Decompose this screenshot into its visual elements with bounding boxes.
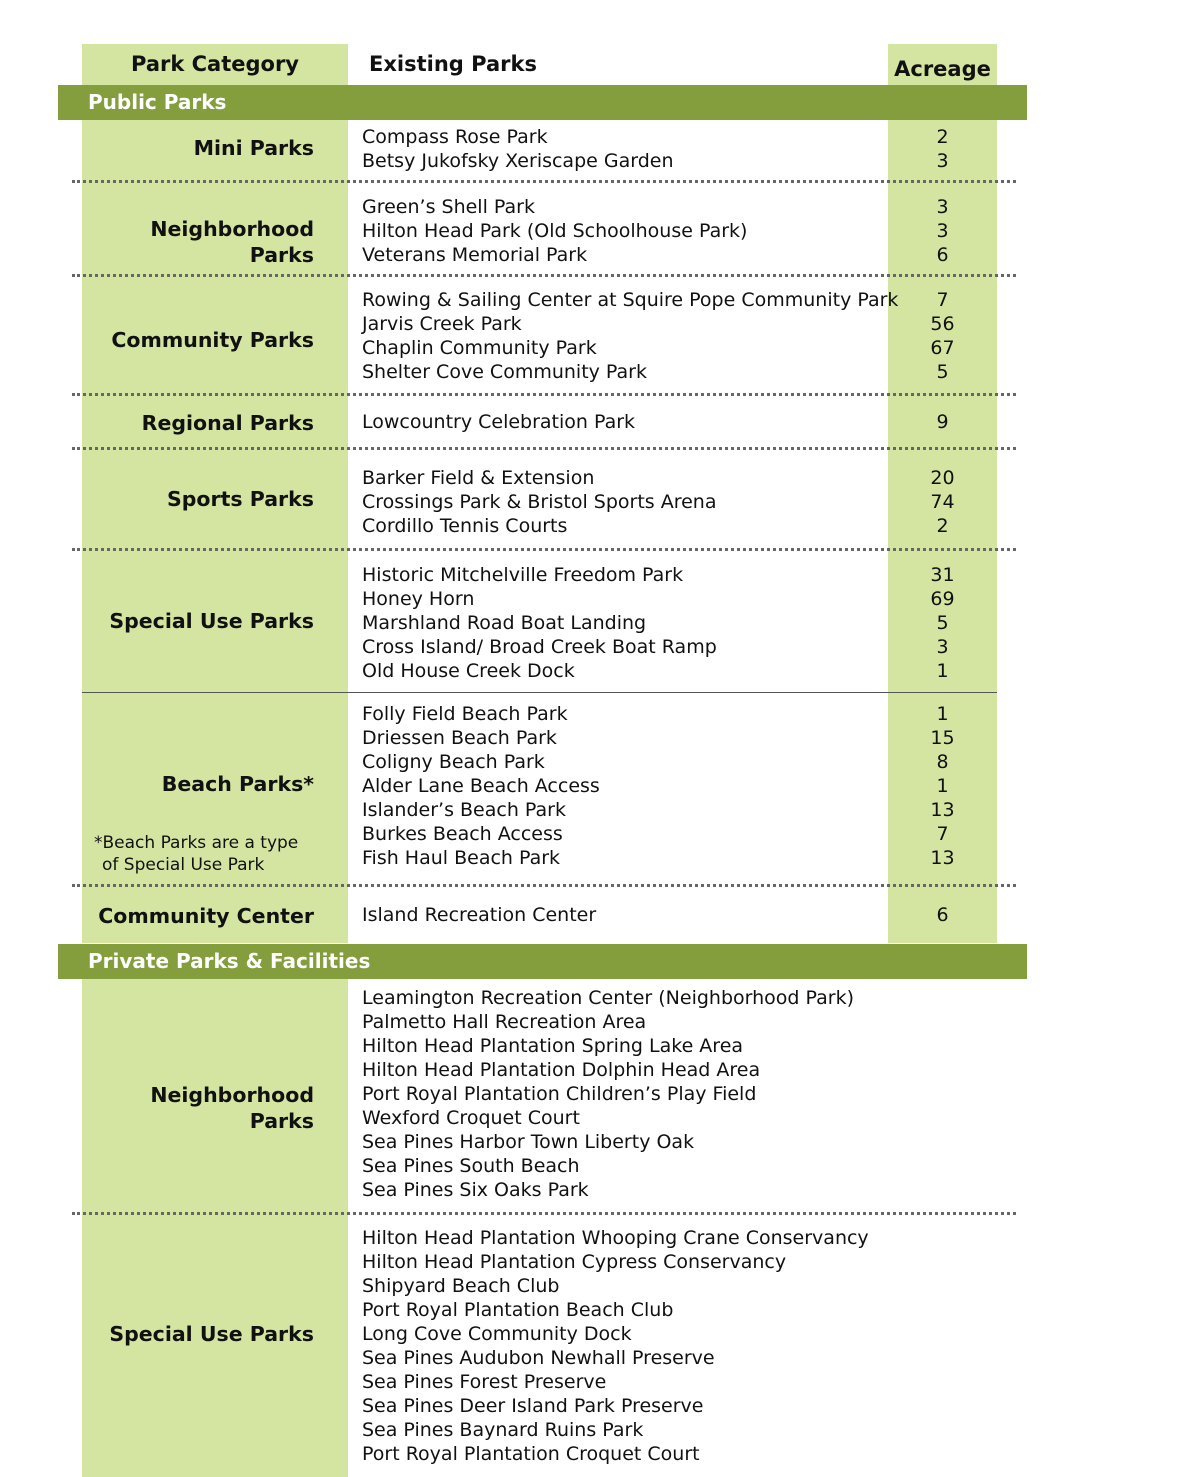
park-name: Sea Pines Forest Preserve	[362, 1371, 607, 1393]
park-name: Lowcountry Celebration Park	[362, 411, 636, 433]
park-name: Historic Mitchelville Freedom Park	[362, 564, 684, 586]
park-name: Sea Pines Deer Island Park Preserve	[362, 1395, 704, 1417]
section-private-parks: Private Parks & Facilities	[58, 944, 1027, 979]
park-list-beach	[362, 702, 600, 870]
park-name: Sea Pines South Beach	[362, 1155, 580, 1177]
park-name: Betsy Jukofsky Xeriscape Garden	[362, 150, 674, 172]
acreage-list-sports	[888, 466, 997, 538]
acreage-value: 3	[936, 196, 949, 218]
header-acreage: Acreage	[894, 57, 991, 81]
park-name: Coligny Beach Park	[362, 751, 545, 773]
category-column-bg-private	[82, 979, 348, 1477]
park-list-neighborhood	[362, 195, 747, 267]
acreage-value: 74	[930, 491, 955, 513]
park-list-private-neighborhood	[362, 986, 854, 1202]
category-community-parks: Community Parks	[111, 328, 314, 352]
park-name: Barker Field & Extension	[362, 467, 595, 489]
category-mini-parks: Mini Parks	[193, 136, 314, 160]
acreage-value: 31	[930, 564, 955, 586]
park-name: Jarvis Creek Park	[362, 313, 522, 335]
acreage-value: 13	[930, 847, 955, 869]
acreage-list-neighborhood	[888, 195, 997, 267]
acreage-list-special-use	[888, 563, 997, 683]
acreage-value: 69	[930, 588, 955, 610]
park-name: Old House Creek Dock	[362, 660, 575, 682]
header-park-category: Park Category	[131, 52, 299, 76]
park-list-private-special-use	[362, 1226, 869, 1466]
park-name: Driessen Beach Park	[362, 727, 557, 749]
park-name: Folly Field Beach Park	[362, 703, 568, 725]
row-divider-solid	[82, 692, 997, 693]
acreage-list-regional	[888, 410, 997, 434]
park-name: Leamington Recreation Center (Neighborhood Park)	[362, 987, 854, 1009]
park-name: Sea Pines Audubon Newhall Preserve	[362, 1347, 715, 1369]
park-name: Crossings Park & Bristol Sports Arena	[362, 491, 717, 513]
row-divider	[72, 548, 1016, 551]
park-name: Marshland Road Boat Landing	[362, 612, 647, 634]
park-name: Shipyard Beach Club	[362, 1275, 560, 1297]
category-special-use-parks: Special Use Parks	[109, 609, 314, 633]
park-name: Sea Pines Six Oaks Park	[362, 1179, 589, 1201]
acreage-value: 9	[936, 411, 949, 433]
park-name: Veterans Memorial Park	[362, 244, 588, 266]
acreage-list-community-center	[888, 903, 997, 927]
category-private-special-use-parks: Special Use Parks	[109, 1322, 314, 1346]
acreage-value: 1	[936, 775, 949, 797]
park-name: Cross Island/ Broad Creek Boat Ramp	[362, 636, 717, 658]
acreage-list-community	[888, 288, 997, 384]
row-divider	[72, 274, 1016, 277]
park-name: Wexford Croquet Court	[362, 1107, 580, 1129]
park-name: Long Cove Community Dock	[362, 1323, 632, 1345]
park-name: Palmetto Hall Recreation Area	[362, 1011, 647, 1033]
park-list-mini	[362, 125, 674, 173]
park-name: Green’s Shell Park	[362, 196, 535, 218]
row-divider	[72, 1212, 1016, 1215]
park-list-special-use	[362, 563, 717, 683]
acreage-list-mini	[888, 125, 997, 173]
category-community-center: Community Center	[98, 904, 314, 928]
acreage-value: 13	[930, 799, 955, 821]
acreage-value: 1	[936, 660, 949, 682]
park-name: Hilton Head Park (Old Schoolhouse Park)	[362, 220, 748, 242]
park-name: Island Recreation Center	[362, 904, 597, 926]
park-name: Hilton Head Plantation Cypress Conservancy	[362, 1251, 787, 1273]
acreage-value: 5	[936, 361, 949, 383]
acreage-value: 7	[936, 823, 949, 845]
acreage-value: 3	[936, 220, 949, 242]
acreage-value: 8	[936, 751, 949, 773]
acreage-value: 3	[936, 150, 949, 172]
category-beach-parks: Beach Parks*	[161, 772, 314, 796]
park-name: Alder Lane Beach Access	[362, 775, 600, 797]
acreage-value: 5	[936, 612, 949, 634]
acreage-list-beach	[888, 702, 997, 870]
park-name: Port Royal Plantation Croquet Court	[362, 1443, 700, 1465]
park-name: Hilton Head Plantation Dolphin Head Area	[362, 1059, 761, 1081]
park-name: Port Royal Plantation Children’s Play Field	[362, 1083, 757, 1105]
park-name: Honey Horn	[362, 588, 475, 610]
category-private-neighborhood-parks: Neighborhood Parks	[150, 1083, 314, 1133]
acreage-value: 6	[936, 904, 949, 926]
footnote-line: *Beach Parks are a type	[94, 833, 299, 853]
park-name: Shelter Cove Community Park	[362, 361, 647, 383]
footnote-line: of Special Use Park	[102, 855, 265, 875]
acreage-value: 56	[930, 313, 955, 335]
row-divider	[72, 393, 1016, 396]
park-name: Rowing & Sailing Center at Squire Pope Community Park	[362, 289, 899, 311]
park-name: Hilton Head Plantation Spring Lake Area	[362, 1035, 744, 1057]
section-public-parks: Public Parks	[58, 85, 1027, 120]
park-name: Cordillo Tennis Courts	[362, 515, 568, 537]
park-name: Islander’s Beach Park	[362, 799, 566, 821]
row-divider	[72, 447, 1016, 450]
acreage-value: 3	[936, 636, 949, 658]
acreage-value: 1	[936, 703, 949, 725]
park-list-sports	[362, 466, 717, 538]
row-divider	[72, 180, 1016, 183]
acreage-value: 20	[930, 467, 955, 489]
acreage-value: 6	[936, 244, 949, 266]
beach-parks-footnote	[94, 832, 324, 876]
acreage-value: 67	[930, 337, 955, 359]
park-name: Sea Pines Baynard Ruins Park	[362, 1419, 644, 1441]
park-name: Hilton Head Plantation Whooping Crane Conservancy	[362, 1227, 869, 1249]
park-name: Compass Rose Park	[362, 126, 548, 148]
park-list-regional	[362, 410, 635, 434]
acreage-value: 15	[930, 727, 955, 749]
park-list-community	[362, 288, 898, 384]
category-regional-parks: Regional Parks	[141, 411, 314, 435]
park-name: Port Royal Plantation Beach Club	[362, 1299, 674, 1321]
acreage-value: 2	[936, 515, 949, 537]
category-neighborhood-parks: Neighborhood Parks	[150, 217, 314, 267]
park-name: Sea Pines Harbor Town Liberty Oak	[362, 1131, 695, 1153]
category-sports-parks: Sports Parks	[166, 487, 314, 511]
park-list-community-center	[362, 903, 596, 927]
acreage-value: 7	[936, 289, 949, 311]
park-name: Burkes Beach Access	[362, 823, 563, 845]
acreage-value: 2	[936, 126, 949, 148]
header-existing-parks: Existing Parks	[369, 52, 537, 76]
park-name: Fish Haul Beach Park	[362, 847, 561, 869]
row-divider	[72, 884, 1016, 887]
park-name: Chaplin Community Park	[362, 337, 597, 359]
